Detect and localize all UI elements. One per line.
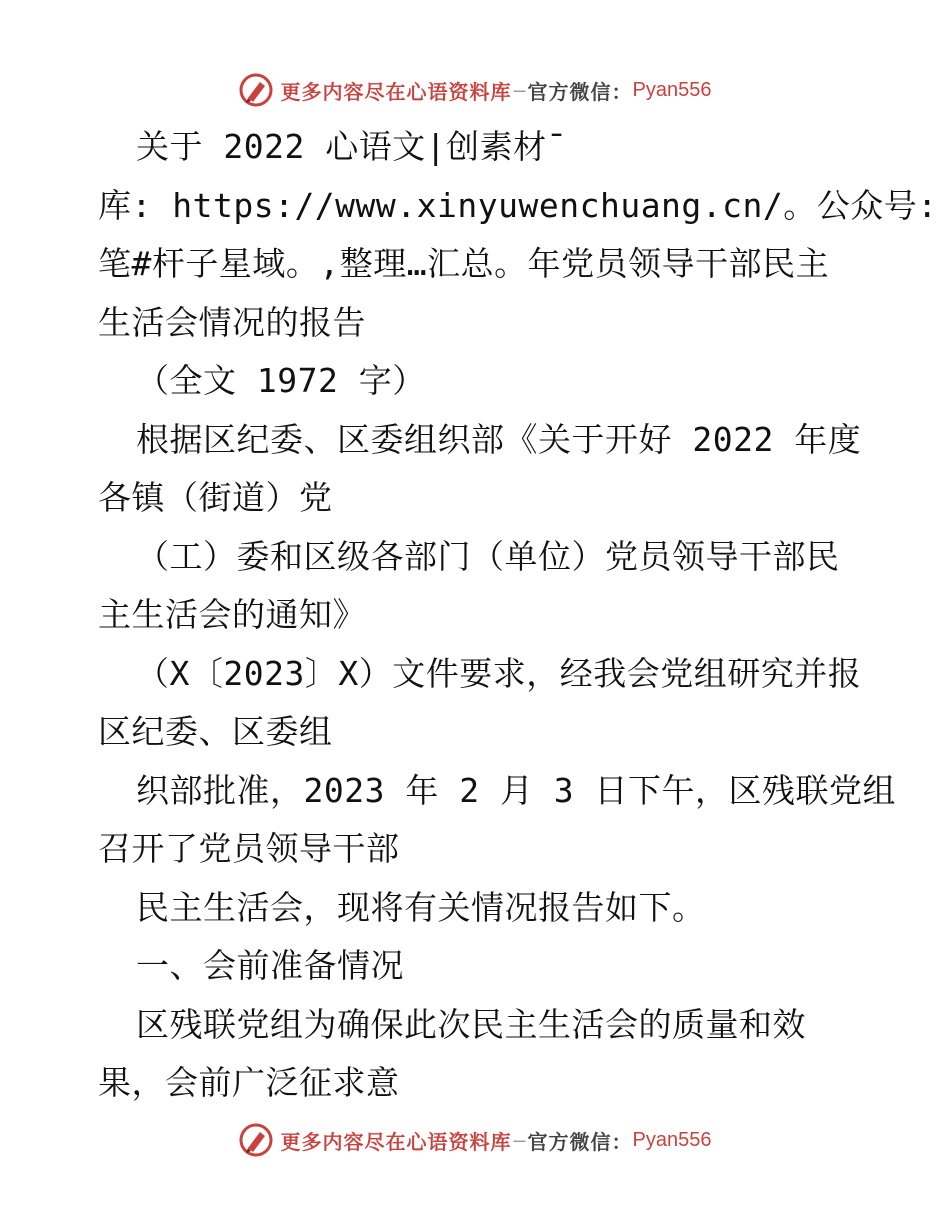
body-line: 关于 2022 心语文|创素材¯ bbox=[136, 127, 567, 166]
body-line: （X〔2023〕X）文件要求，经我会党组研究并报 bbox=[136, 653, 862, 693]
body-line: 库: https://www.xinyuwenchuang.cn/。公众号: bbox=[98, 185, 938, 225]
body-line: 区残联党组为确保此次民主生活会的质量和效 bbox=[136, 1004, 806, 1044]
header-watermark bbox=[0, 70, 950, 110]
pen-logo-icon bbox=[238, 72, 274, 108]
body-line: 民主生活会，现将有关情况报告如下。 bbox=[136, 887, 706, 927]
watermark-text: 更多内容尽在心语资料库 bbox=[280, 79, 512, 104]
body-line: （全文 1972 字） bbox=[136, 361, 426, 400]
body-line: 区纪委、区委组 bbox=[98, 712, 333, 751]
body-line: 各镇（街道）党 bbox=[98, 478, 333, 517]
body-line: 召开了党员领导干部 bbox=[98, 829, 400, 868]
watermark-separator: — bbox=[513, 1128, 526, 1152]
section-heading: 一、会前准备情况 bbox=[136, 946, 404, 985]
body-line: 主生活会的通知》 bbox=[98, 595, 366, 634]
body-line: 生活会情况的报告 bbox=[98, 302, 366, 342]
watermark-separator: — bbox=[513, 78, 526, 102]
watermark-label: 官方微信： bbox=[527, 1129, 633, 1154]
document-body bbox=[98, 118, 938, 1113]
body-line: （工）委和区级各部门（单位）党员领导干部民 bbox=[136, 536, 840, 576]
body-line: 笔#杆子星域。,整理…汇总。年党员领导干部民主 bbox=[98, 244, 830, 283]
watermark-text: 更多内容尽在心语资料库 bbox=[280, 1129, 512, 1154]
watermark-id: Pyan556 bbox=[632, 78, 712, 101]
body-line: 果，会前广泛征求意 bbox=[98, 1063, 400, 1102]
body-line: 织部批准，2023 年 2 月 3 日下午，区残联党组 bbox=[136, 770, 897, 810]
watermark-id: Pyan556 bbox=[632, 1128, 712, 1151]
pen-logo-icon bbox=[238, 1122, 274, 1158]
footer-watermark bbox=[0, 1120, 950, 1160]
watermark-label: 官方微信： bbox=[527, 79, 633, 104]
body-line: 根据区纪委、区委组织部《关于开好 2022 年度 bbox=[136, 419, 862, 459]
